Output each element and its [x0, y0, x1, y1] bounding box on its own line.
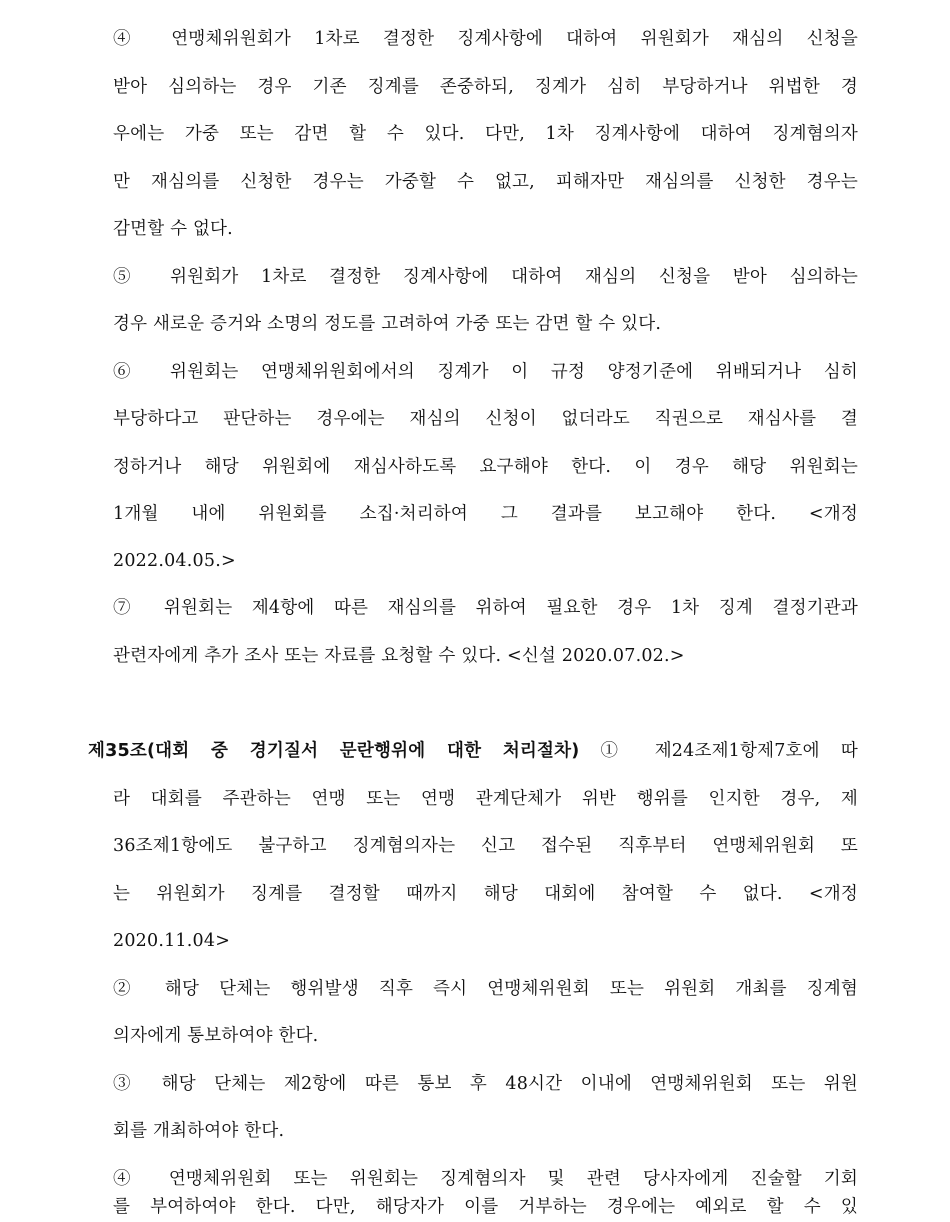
paragraph-7-line-2: 관련자에게 추가 조사 또는 자료를 요청할 수 있다. <신설 2020.07.02.> [113, 646, 685, 666]
paragraph-4-line-2: 받아 심의하는 경우 기존 징계를 존중하되, 징계가 심히 부당하거나 위법한 경 [113, 77, 858, 97]
paragraph-6-line-2: 부당하다고 판단하는 경우에는 재심의 신청이 없더라도 직권으로 재심사를 결 [113, 409, 858, 429]
paragraph-5-line-1: ⑤ 위원회가 1차로 결정한 징계사항에 대하여 재심의 신청을 받아 심의하는 [113, 267, 858, 287]
article-35-paragraph-4-line-1: ④ 연맹체위원회 또는 위원회는 징계혐의자 및 관련 당사자에게 진술할 기회 [113, 1169, 858, 1189]
article-35-line-4: 는 위원회가 징계를 결정할 때까지 해당 대회에 참여할 수 없다. <개정 [113, 884, 858, 904]
article-35-paragraph-2-line-1: ② 해당 단체는 행위발생 직후 즉시 연맹체위원회 또는 위원회 개최를 징계혐 [113, 979, 858, 999]
article-35-first-line [88, 736, 858, 766]
article-35-line-3: 36조제1항에도 불구하고 징계혐의자는 신고 접수된 직후부터 연맹체위원회 또 [113, 836, 858, 856]
article-35-paragraph-4-line-2: 를 부여하여야 한다. 다만, 해당자가 이를 거부하는 경우에는 예외로 할 수 있 [113, 1197, 858, 1217]
article-35-paragraph-3-line-2: 회를 개최하여야 한다. [113, 1121, 285, 1141]
paragraph-5-line-2: 경우 새로운 증거와 소명의 정도를 고려하여 가중 또는 감면 할 수 있다. [113, 314, 662, 334]
article-35-line-2: 라 대회를 주관하는 연맹 또는 연맹 관계단체가 위반 행위를 인지한 경우, 제 [113, 789, 858, 809]
paragraph-6-line-3: 정하거나 해당 위원회에 재심사하도록 요구해야 한다. 이 경우 해당 위원회는 [113, 457, 858, 477]
article-35-paragraph-2-line-2: 의자에게 통보하여야 한다. [113, 1026, 319, 1046]
paragraph-7-line-1: ⑦ 위원회는 제4항에 따른 재심의를 위하여 필요한 경우 1차 징계 결정기관과 [113, 598, 858, 618]
article-35-paragraph-3-line-1: ③ 해당 단체는 제2항에 따른 통보 후 48시간 이내에 연맹체위원회 또는 위원 [113, 1074, 858, 1094]
paragraph-6-line-5: 2022.04.05.> [113, 551, 236, 571]
paragraph-6-line-1: ⑥ 위원회는 연맹체위원회에서의 징계가 이 규정 양정기준에 위배되거나 심히 [113, 362, 858, 382]
paragraph-4-line-3: 우에는 가중 또는 감면 할 수 있다. 다만, 1차 징계사항에 대하여 징계혐의자 [113, 124, 858, 144]
paragraph-6-line-4: 1개월 내에 위원회를 소집·처리하여 그 결과를 보고해야 한다. <개정 [113, 504, 858, 524]
article-35-first-line-text: ① 제24조제1항제7호에 따 [579, 741, 858, 761]
paragraph-4-line-1: ④ 연맹체위원회가 1차로 결정한 징계사항에 대하여 위원회가 재심의 신청을 [113, 29, 858, 49]
paragraph-4-line-4: 만 재심의를 신청한 경우는 가중할 수 없고, 피해자만 재심의를 신청한 경우는 [113, 172, 858, 192]
article-35-heading: 제35조(대회 중 경기질서 문란행위에 대한 처리절차) [88, 741, 580, 761]
article-35-line-5: 2020.11.04> [113, 931, 231, 951]
paragraph-4-line-5: 감면할 수 없다. [113, 219, 233, 239]
